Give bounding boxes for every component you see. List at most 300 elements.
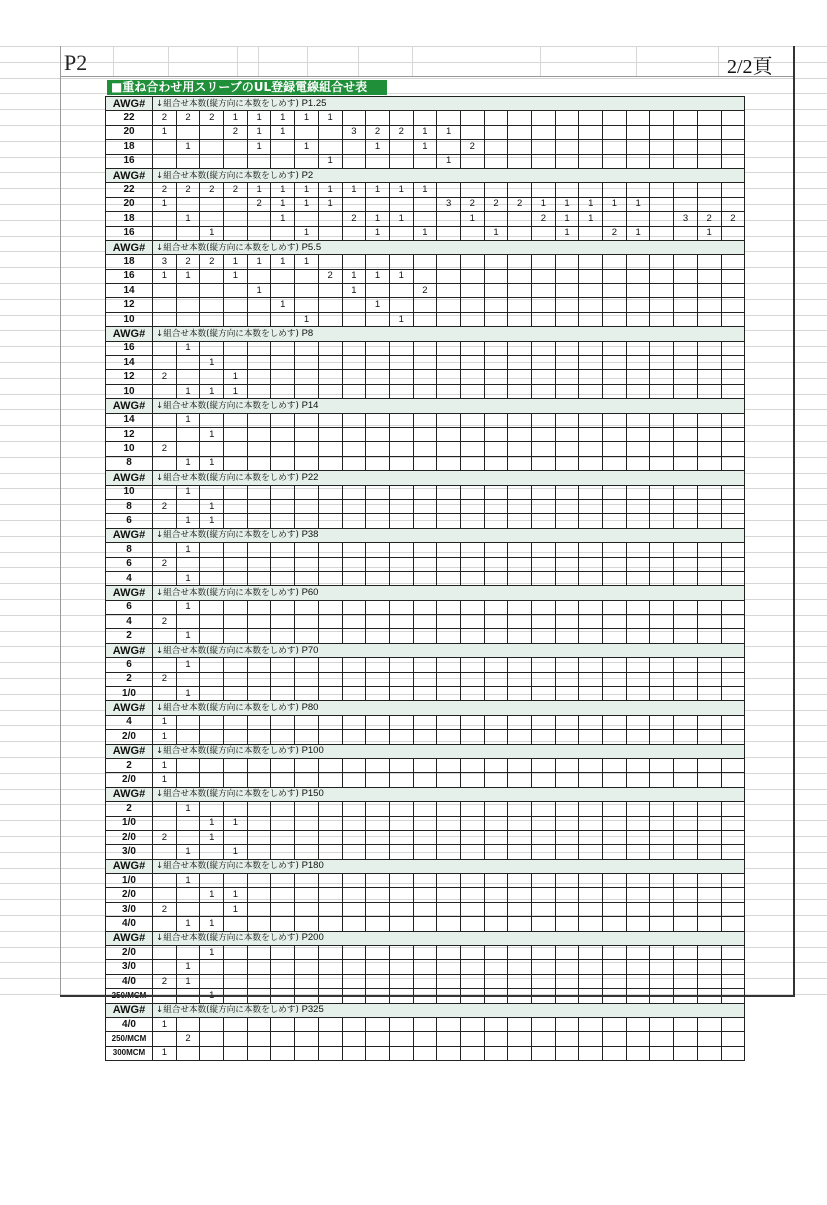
count-cell bbox=[579, 111, 603, 125]
count-cell bbox=[579, 543, 603, 557]
count-cell bbox=[413, 543, 437, 557]
count-cell bbox=[413, 456, 437, 470]
count-cell bbox=[437, 456, 461, 470]
count-cell bbox=[247, 830, 271, 844]
awg-size-cell: 10 bbox=[106, 485, 153, 499]
count-cell bbox=[460, 255, 484, 269]
count-cell: 1 bbox=[247, 125, 271, 139]
table-row bbox=[106, 456, 745, 470]
count-cell bbox=[247, 298, 271, 312]
count-cell bbox=[318, 902, 342, 916]
count-cell bbox=[342, 917, 366, 931]
section-header-text: ↓組合せ本数(縦方向に本数をしめす) bbox=[156, 472, 299, 483]
count-cell bbox=[579, 773, 603, 787]
count-cell bbox=[224, 427, 248, 441]
table-row bbox=[106, 284, 745, 298]
count-cell bbox=[626, 687, 650, 701]
count-cell bbox=[626, 384, 650, 398]
count-cell bbox=[295, 816, 319, 830]
count-cell bbox=[413, 730, 437, 744]
count-cell bbox=[697, 845, 721, 859]
count-cell bbox=[697, 830, 721, 844]
count-cell: 2 bbox=[153, 974, 177, 988]
count-cell bbox=[200, 715, 224, 729]
count-cell bbox=[176, 298, 200, 312]
count-cell bbox=[579, 629, 603, 643]
count-cell bbox=[342, 197, 366, 211]
count-cell bbox=[603, 672, 627, 686]
count-cell: 1 bbox=[176, 456, 200, 470]
count-cell bbox=[176, 888, 200, 902]
count-cell bbox=[366, 456, 390, 470]
section-header-text: ↓組合せ本数(縦方向に本数をしめす) bbox=[156, 400, 299, 411]
count-cell bbox=[247, 974, 271, 988]
count-cell bbox=[413, 687, 437, 701]
count-cell bbox=[366, 758, 390, 772]
count-cell bbox=[460, 687, 484, 701]
count-cell bbox=[271, 1018, 295, 1032]
count-cell bbox=[532, 1046, 556, 1060]
count-cell bbox=[555, 557, 579, 571]
table-row bbox=[106, 499, 745, 513]
count-cell bbox=[697, 874, 721, 888]
count-cell bbox=[532, 356, 556, 370]
count-cell bbox=[318, 212, 342, 226]
count-cell bbox=[508, 269, 532, 283]
count-cell bbox=[389, 874, 413, 888]
count-cell bbox=[318, 571, 342, 585]
count-cell bbox=[603, 960, 627, 974]
awg-header-cell: AWG# bbox=[106, 1003, 153, 1017]
table-title: ■重ね合わせ用スリーブのUL登録電線組合せ表 bbox=[107, 80, 387, 95]
count-cell bbox=[674, 874, 698, 888]
count-cell bbox=[674, 600, 698, 614]
count-cell bbox=[555, 514, 579, 528]
table-row bbox=[106, 758, 745, 772]
count-cell bbox=[555, 543, 579, 557]
count-cell bbox=[674, 269, 698, 283]
count-cell bbox=[484, 111, 508, 125]
count-cell: 1 bbox=[153, 730, 177, 744]
section-header-cell bbox=[153, 744, 745, 758]
count-cell bbox=[460, 902, 484, 916]
count-cell bbox=[437, 341, 461, 355]
count-cell bbox=[721, 658, 745, 672]
count-cell: 1 bbox=[200, 888, 224, 902]
count-cell bbox=[460, 672, 484, 686]
count-cell bbox=[555, 888, 579, 902]
awg-size-cell: 18 bbox=[106, 212, 153, 226]
count-cell bbox=[650, 974, 674, 988]
section-header-row bbox=[106, 931, 745, 945]
header-column-line bbox=[168, 46, 169, 76]
count-cell bbox=[247, 456, 271, 470]
count-cell bbox=[247, 730, 271, 744]
count-cell bbox=[200, 874, 224, 888]
count-cell: 1 bbox=[176, 960, 200, 974]
count-cell bbox=[484, 946, 508, 960]
count-cell bbox=[153, 456, 177, 470]
count-cell bbox=[437, 183, 461, 197]
page-count: 2/2頁 bbox=[727, 56, 773, 78]
count-cell bbox=[437, 758, 461, 772]
count-cell bbox=[366, 197, 390, 211]
count-cell bbox=[200, 413, 224, 427]
count-cell bbox=[508, 125, 532, 139]
count-cell bbox=[484, 687, 508, 701]
count-cell bbox=[579, 298, 603, 312]
count-cell bbox=[721, 384, 745, 398]
count-cell bbox=[224, 298, 248, 312]
awg-size-cell: 12 bbox=[106, 298, 153, 312]
count-cell bbox=[674, 687, 698, 701]
count-cell bbox=[626, 341, 650, 355]
count-cell bbox=[389, 499, 413, 513]
count-cell bbox=[176, 715, 200, 729]
count-cell bbox=[650, 946, 674, 960]
count-cell bbox=[650, 600, 674, 614]
count-cell bbox=[460, 773, 484, 787]
count-cell bbox=[247, 212, 271, 226]
count-cell bbox=[484, 615, 508, 629]
count-cell bbox=[437, 298, 461, 312]
count-cell bbox=[674, 1032, 698, 1046]
count-cell bbox=[721, 600, 745, 614]
count-cell bbox=[697, 197, 721, 211]
section-header-text: ↓組合せ本数(縦方向に本数をしめす) bbox=[156, 170, 299, 181]
count-cell bbox=[484, 672, 508, 686]
count-cell bbox=[460, 226, 484, 240]
count-cell bbox=[508, 543, 532, 557]
count-cell bbox=[579, 485, 603, 499]
count-cell bbox=[389, 888, 413, 902]
count-cell bbox=[437, 413, 461, 427]
count-cell bbox=[318, 773, 342, 787]
count-cell bbox=[555, 715, 579, 729]
awg-size-cell: 4/0 bbox=[106, 974, 153, 988]
count-cell bbox=[271, 687, 295, 701]
count-cell bbox=[555, 427, 579, 441]
count-cell bbox=[460, 269, 484, 283]
table-row bbox=[106, 902, 745, 916]
count-cell bbox=[579, 600, 603, 614]
count-cell bbox=[579, 1032, 603, 1046]
count-cell bbox=[200, 212, 224, 226]
count-cell bbox=[295, 413, 319, 427]
count-cell bbox=[460, 658, 484, 672]
count-cell bbox=[697, 917, 721, 931]
count-cell bbox=[366, 687, 390, 701]
count-cell bbox=[247, 946, 271, 960]
count-cell bbox=[460, 615, 484, 629]
count-cell bbox=[650, 715, 674, 729]
count-cell bbox=[532, 658, 556, 672]
count-cell bbox=[460, 629, 484, 643]
count-cell bbox=[650, 802, 674, 816]
awg-size-cell: 8 bbox=[106, 543, 153, 557]
count-cell bbox=[460, 284, 484, 298]
count-cell bbox=[721, 226, 745, 240]
section-header-row bbox=[106, 240, 745, 254]
count-cell bbox=[153, 960, 177, 974]
count-cell bbox=[176, 356, 200, 370]
count-cell: 1 bbox=[224, 816, 248, 830]
count-cell: 2 bbox=[153, 902, 177, 916]
count-cell bbox=[413, 269, 437, 283]
section-header-cell bbox=[153, 1003, 745, 1017]
count-cell bbox=[176, 370, 200, 384]
count-cell: 1 bbox=[389, 269, 413, 283]
count-cell bbox=[626, 312, 650, 326]
count-cell: 2 bbox=[508, 197, 532, 211]
count-cell bbox=[484, 384, 508, 398]
count-cell bbox=[579, 730, 603, 744]
count-cell bbox=[508, 1018, 532, 1032]
count-cell bbox=[555, 269, 579, 283]
count-cell: 1 bbox=[271, 125, 295, 139]
count-cell bbox=[555, 154, 579, 168]
count-cell bbox=[484, 874, 508, 888]
count-cell bbox=[271, 629, 295, 643]
count-cell bbox=[318, 125, 342, 139]
count-cell bbox=[626, 974, 650, 988]
count-cell bbox=[508, 845, 532, 859]
count-cell bbox=[460, 571, 484, 585]
count-cell bbox=[176, 1018, 200, 1032]
count-cell bbox=[532, 571, 556, 585]
count-cell bbox=[555, 816, 579, 830]
count-cell bbox=[484, 125, 508, 139]
count-cell bbox=[579, 269, 603, 283]
count-cell bbox=[555, 140, 579, 154]
count-cell bbox=[508, 456, 532, 470]
count-cell bbox=[247, 154, 271, 168]
count-cell bbox=[389, 845, 413, 859]
count-cell bbox=[603, 356, 627, 370]
count-cell bbox=[342, 298, 366, 312]
count-cell bbox=[674, 543, 698, 557]
count-cell bbox=[271, 456, 295, 470]
count-cell bbox=[342, 226, 366, 240]
count-cell bbox=[413, 816, 437, 830]
count-cell bbox=[484, 960, 508, 974]
count-cell: 1 bbox=[153, 773, 177, 787]
count-cell: 1 bbox=[295, 197, 319, 211]
count-cell bbox=[342, 974, 366, 988]
count-cell bbox=[532, 773, 556, 787]
count-cell bbox=[389, 758, 413, 772]
count-cell bbox=[295, 974, 319, 988]
count-cell: 2 bbox=[342, 212, 366, 226]
count-cell bbox=[508, 427, 532, 441]
count-cell bbox=[579, 514, 603, 528]
count-cell bbox=[224, 226, 248, 240]
count-cell bbox=[508, 730, 532, 744]
count-cell bbox=[295, 384, 319, 398]
count-cell bbox=[224, 413, 248, 427]
count-cell bbox=[437, 974, 461, 988]
count-cell bbox=[674, 298, 698, 312]
count-cell bbox=[484, 312, 508, 326]
page-label: P2 bbox=[64, 50, 88, 75]
count-cell bbox=[295, 370, 319, 384]
count-cell bbox=[508, 341, 532, 355]
count-cell bbox=[555, 802, 579, 816]
count-cell bbox=[626, 456, 650, 470]
count-cell bbox=[224, 600, 248, 614]
count-cell bbox=[271, 802, 295, 816]
header-column-line bbox=[237, 46, 238, 76]
count-cell bbox=[271, 284, 295, 298]
count-cell bbox=[318, 514, 342, 528]
count-cell bbox=[674, 557, 698, 571]
count-cell bbox=[413, 773, 437, 787]
count-cell bbox=[342, 946, 366, 960]
count-cell bbox=[200, 298, 224, 312]
count-cell bbox=[721, 312, 745, 326]
awg-size-cell: 2 bbox=[106, 802, 153, 816]
count-cell bbox=[626, 917, 650, 931]
count-cell bbox=[247, 356, 271, 370]
count-cell bbox=[650, 1032, 674, 1046]
sleeve-size-label: P22 bbox=[301, 471, 319, 483]
count-cell bbox=[224, 341, 248, 355]
count-cell: 2 bbox=[176, 255, 200, 269]
count-cell bbox=[603, 1032, 627, 1046]
count-cell bbox=[437, 1046, 461, 1060]
count-cell bbox=[484, 730, 508, 744]
count-cell bbox=[626, 370, 650, 384]
count-cell bbox=[603, 514, 627, 528]
count-cell bbox=[200, 197, 224, 211]
count-cell bbox=[318, 298, 342, 312]
count-cell bbox=[697, 773, 721, 787]
count-cell bbox=[437, 888, 461, 902]
count-cell bbox=[224, 1032, 248, 1046]
count-cell bbox=[460, 888, 484, 902]
count-cell bbox=[508, 1046, 532, 1060]
count-cell bbox=[674, 499, 698, 513]
count-cell bbox=[674, 284, 698, 298]
count-cell bbox=[532, 384, 556, 398]
count-cell bbox=[674, 255, 698, 269]
count-cell bbox=[579, 154, 603, 168]
count-cell bbox=[271, 658, 295, 672]
count-cell bbox=[200, 672, 224, 686]
sleeve-size-label: P60 bbox=[301, 586, 319, 598]
count-cell bbox=[697, 111, 721, 125]
count-cell bbox=[318, 974, 342, 988]
count-cell bbox=[626, 514, 650, 528]
count-cell bbox=[153, 226, 177, 240]
count-cell bbox=[555, 845, 579, 859]
count-cell: 1 bbox=[626, 197, 650, 211]
section-header-cell bbox=[153, 399, 745, 413]
count-cell: 1 bbox=[176, 917, 200, 931]
count-cell bbox=[532, 298, 556, 312]
count-cell bbox=[247, 571, 271, 585]
count-cell bbox=[484, 154, 508, 168]
count-cell bbox=[389, 356, 413, 370]
count-cell bbox=[626, 1032, 650, 1046]
count-cell bbox=[532, 629, 556, 643]
count-cell bbox=[413, 917, 437, 931]
count-cell bbox=[555, 1046, 579, 1060]
count-cell bbox=[295, 427, 319, 441]
count-cell: 2 bbox=[153, 672, 177, 686]
count-cell bbox=[460, 802, 484, 816]
count-cell bbox=[247, 874, 271, 888]
count-cell: 1 bbox=[200, 384, 224, 398]
count-cell: 1 bbox=[460, 212, 484, 226]
count-cell bbox=[437, 514, 461, 528]
count-cell bbox=[295, 356, 319, 370]
count-cell bbox=[603, 730, 627, 744]
count-cell bbox=[389, 816, 413, 830]
count-cell bbox=[460, 341, 484, 355]
count-cell bbox=[626, 485, 650, 499]
count-cell bbox=[697, 413, 721, 427]
count-cell bbox=[413, 442, 437, 456]
count-cell bbox=[674, 802, 698, 816]
count-cell bbox=[389, 974, 413, 988]
count-cell bbox=[271, 442, 295, 456]
count-cell bbox=[697, 514, 721, 528]
count-cell bbox=[721, 154, 745, 168]
awg-size-cell: 4/0 bbox=[106, 917, 153, 931]
count-cell bbox=[437, 571, 461, 585]
count-cell bbox=[437, 730, 461, 744]
count-cell: 1 bbox=[626, 226, 650, 240]
awg-size-cell: 16 bbox=[106, 341, 153, 355]
count-cell bbox=[413, 946, 437, 960]
count-cell bbox=[626, 125, 650, 139]
count-cell bbox=[579, 658, 603, 672]
table-row bbox=[106, 1018, 745, 1032]
count-cell bbox=[153, 658, 177, 672]
count-cell bbox=[153, 514, 177, 528]
awg-size-cell: 20 bbox=[106, 125, 153, 139]
count-cell bbox=[674, 974, 698, 988]
section-header-text: ↓組合せ本数(縦方向に本数をしめす) bbox=[156, 242, 299, 253]
count-cell bbox=[721, 888, 745, 902]
count-cell bbox=[579, 341, 603, 355]
count-cell bbox=[508, 773, 532, 787]
count-cell bbox=[721, 874, 745, 888]
count-cell: 1 bbox=[200, 830, 224, 844]
count-cell bbox=[484, 845, 508, 859]
count-cell bbox=[318, 341, 342, 355]
count-cell bbox=[697, 974, 721, 988]
count-cell bbox=[697, 629, 721, 643]
count-cell bbox=[295, 773, 319, 787]
count-cell: 2 bbox=[697, 212, 721, 226]
count-cell bbox=[224, 830, 248, 844]
count-cell bbox=[721, 1046, 745, 1060]
count-cell bbox=[224, 154, 248, 168]
count-cell: 1 bbox=[153, 758, 177, 772]
awg-size-cell: 16 bbox=[106, 226, 153, 240]
count-cell bbox=[697, 600, 721, 614]
count-cell bbox=[224, 960, 248, 974]
count-cell: 1 bbox=[555, 212, 579, 226]
count-cell bbox=[650, 284, 674, 298]
count-cell bbox=[674, 917, 698, 931]
count-cell bbox=[342, 816, 366, 830]
count-cell bbox=[484, 629, 508, 643]
count-cell bbox=[721, 773, 745, 787]
awg-size-cell: 1/0 bbox=[106, 816, 153, 830]
